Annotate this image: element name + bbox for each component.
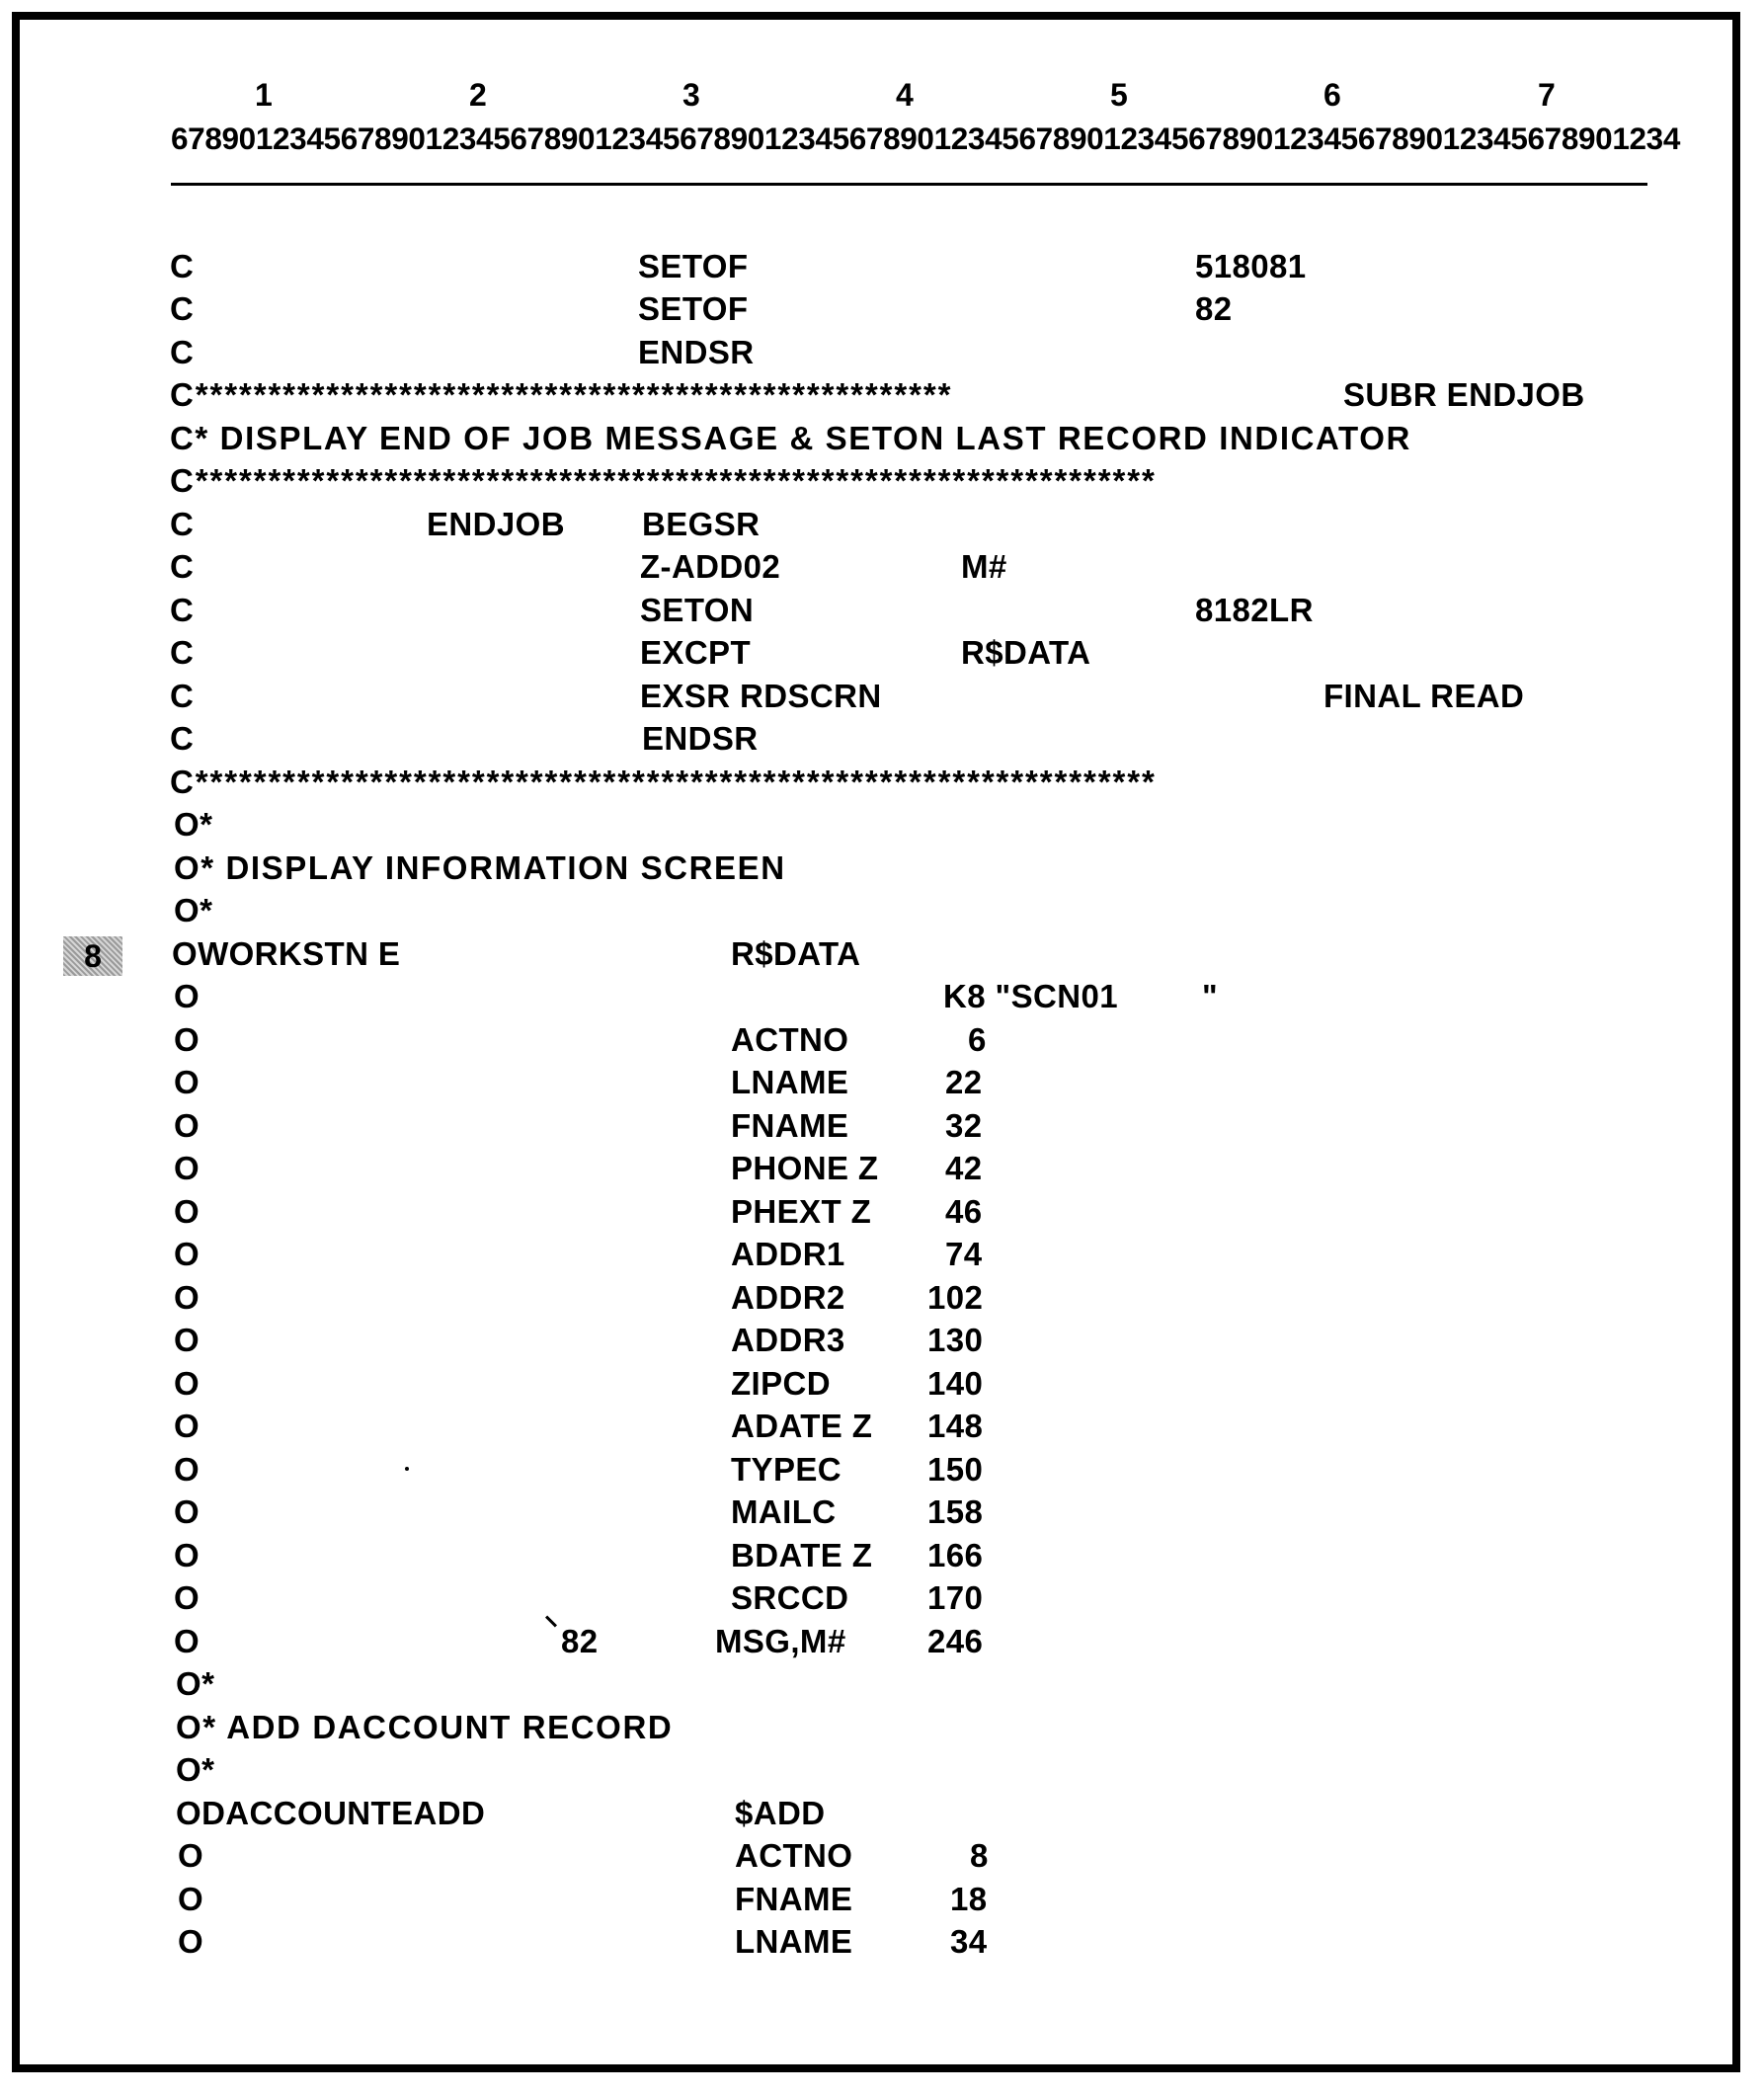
line-20-endpos: 22 (945, 1064, 983, 1100)
line-8-indicator: C (170, 548, 195, 585)
line-4-comment-text: SUBR ENDJOB (1343, 376, 1585, 413)
line-39-field: FNAME (735, 1881, 853, 1917)
line-9-indicator: C (170, 592, 195, 628)
line-40-endpos: 34 (950, 1923, 988, 1960)
line-28-field: ADATE Z (731, 1408, 873, 1444)
line-3-opcode: ENDSR (638, 334, 755, 370)
line-29-field: TYPEC (731, 1451, 842, 1488)
line-25-field: ADDR2 (731, 1279, 845, 1316)
line-12-indicator: C (170, 720, 195, 757)
line-16-comment: O* (174, 892, 213, 928)
line-20-field: LNAME (731, 1064, 849, 1100)
line-33-type: O (174, 1623, 200, 1659)
line-39-endpos: 18 (950, 1881, 988, 1917)
line-27-endpos: 140 (927, 1365, 984, 1402)
line-38-field: ACTNO (735, 1837, 853, 1874)
line-38-endpos: 8 (970, 1837, 989, 1874)
line-24-type: O (174, 1236, 200, 1272)
ruler-tens-2: 2 (469, 77, 487, 113)
line-11-opcode: EXSR RDSCRN (640, 678, 882, 714)
line-23-endpos: 46 (945, 1193, 983, 1230)
line-2-result: 82 (1195, 290, 1233, 327)
ruler-tens-3: 3 (682, 77, 700, 113)
line-1-indicator: C (170, 248, 195, 284)
ruler-tens-4: 4 (896, 77, 914, 113)
line-1-result: 518081 (1195, 248, 1307, 284)
line-30-field: MAILC (731, 1493, 837, 1530)
line-29-type: O (174, 1451, 200, 1488)
line-36-comment: O* (176, 1751, 215, 1788)
line-20-type: O (174, 1064, 200, 1100)
line-4-comment-stars: C**************************************************** (170, 376, 953, 413)
line-12-opcode: ENDSR (642, 720, 759, 757)
line-25-endpos: 102 (927, 1279, 984, 1316)
line-35-comment: O* ADD DACCOUNT RECORD (176, 1709, 674, 1745)
line-25-type: O (174, 1279, 200, 1316)
line-15-comment: O* DISPLAY INFORMATION SCREEN (174, 849, 786, 886)
line-8-result: M# (961, 548, 1007, 585)
line-10-indicator: C (170, 634, 195, 671)
line-26-field: ADDR3 (731, 1322, 845, 1358)
line-31-type: O (174, 1537, 200, 1573)
line-32-field: SRCCD (731, 1579, 849, 1616)
line-21-type: O (174, 1107, 200, 1144)
line-18-constant-end: " (1202, 978, 1219, 1014)
line-22-field: PHONE Z (731, 1150, 879, 1186)
line-31-endpos: 166 (927, 1537, 984, 1573)
line-19-type: O (174, 1021, 200, 1058)
ruler-tens-1: 1 (255, 77, 273, 113)
line-7-indicator: C (170, 506, 195, 542)
line-19-endpos: 6 (968, 1021, 987, 1058)
line-8-opcode: Z-ADD02 (640, 548, 781, 585)
line-9-result: 8182LR (1195, 592, 1314, 628)
ruler-tens-7: 7 (1538, 77, 1556, 113)
line-33-endpos: 246 (927, 1623, 984, 1659)
line-40-type: O (178, 1923, 204, 1960)
line-26-type: O (174, 1322, 200, 1358)
line-30-type: O (174, 1493, 200, 1530)
line-33-field: MSG,M# (715, 1623, 846, 1659)
line-39-type: O (178, 1881, 204, 1917)
line-6-comment-stars: C****************************************************************** (170, 462, 1157, 499)
line-24-field: ADDR1 (731, 1236, 845, 1272)
line-22-type: O (174, 1150, 200, 1186)
page-frame (12, 12, 1740, 2072)
line-17-file: OWORKSTN E (172, 935, 401, 972)
line-3-indicator: C (170, 334, 195, 370)
line-24-endpos: 74 (945, 1236, 983, 1272)
column-ruler-units: 67890123456789012345678901234567890123456789012345678901234567890123456789012345678901234 (171, 121, 1681, 156)
line-21-endpos: 32 (945, 1107, 983, 1144)
line-7-opcode: BEGSR (642, 506, 761, 542)
line-30-endpos: 158 (927, 1493, 984, 1530)
line-10-result: R$DATA (961, 634, 1091, 671)
line-40-field: LNAME (735, 1923, 853, 1960)
line-32-endpos: 170 (927, 1579, 984, 1616)
line-27-type: O (174, 1365, 200, 1402)
line-2-opcode: SETOF (638, 290, 749, 327)
line-23-field: PHEXT Z (731, 1193, 872, 1230)
line-21-field: FNAME (731, 1107, 849, 1144)
line-38-type: O (178, 1837, 204, 1874)
line-33-indicator: 82 (561, 1623, 599, 1659)
line-37-record: $ADD (735, 1795, 826, 1831)
line-11-comment: FINAL READ (1323, 678, 1525, 714)
line-34-comment: O* (176, 1665, 215, 1702)
line-11-indicator: C (170, 678, 195, 714)
line-18-type: O (174, 978, 200, 1014)
line-5-comment: C* DISPLAY END OF JOB MESSAGE & SETON LAST RECORD INDICATOR (170, 420, 1411, 456)
line-27-field: ZIPCD (731, 1365, 831, 1402)
line-10-opcode: EXCPT (640, 634, 752, 671)
line-17-record: R$DATA (731, 935, 861, 972)
line-14-comment: O* (174, 806, 213, 843)
line-number-marker: 8 (63, 936, 122, 976)
ruler-tens-5: 5 (1110, 77, 1128, 113)
line-19-field: ACTNO (731, 1021, 849, 1058)
ruler-underline (171, 183, 1647, 186)
line-28-endpos: 148 (927, 1408, 984, 1444)
line-7-label: ENDJOB (427, 506, 565, 542)
line-22-endpos: 42 (945, 1150, 983, 1186)
line-1-opcode: SETOF (638, 248, 749, 284)
line-2-indicator: C (170, 290, 195, 327)
line-32-type: O (174, 1579, 200, 1616)
line-13-comment-stars: C****************************************************************** (170, 764, 1157, 800)
line-23-type: O (174, 1193, 200, 1230)
line-31-field: BDATE Z (731, 1537, 873, 1573)
line-9-opcode: SETON (640, 592, 755, 628)
line-29-endpos: 150 (927, 1451, 984, 1488)
line-26-endpos: 130 (927, 1322, 984, 1358)
line-28-type: O (174, 1408, 200, 1444)
line-37-file: ODACCOUNTEADD (176, 1795, 486, 1831)
stray-dot-mark (405, 1467, 409, 1471)
ruler-tens-6: 6 (1323, 77, 1341, 113)
line-18-constant: K8 "SCN01 (943, 978, 1118, 1014)
